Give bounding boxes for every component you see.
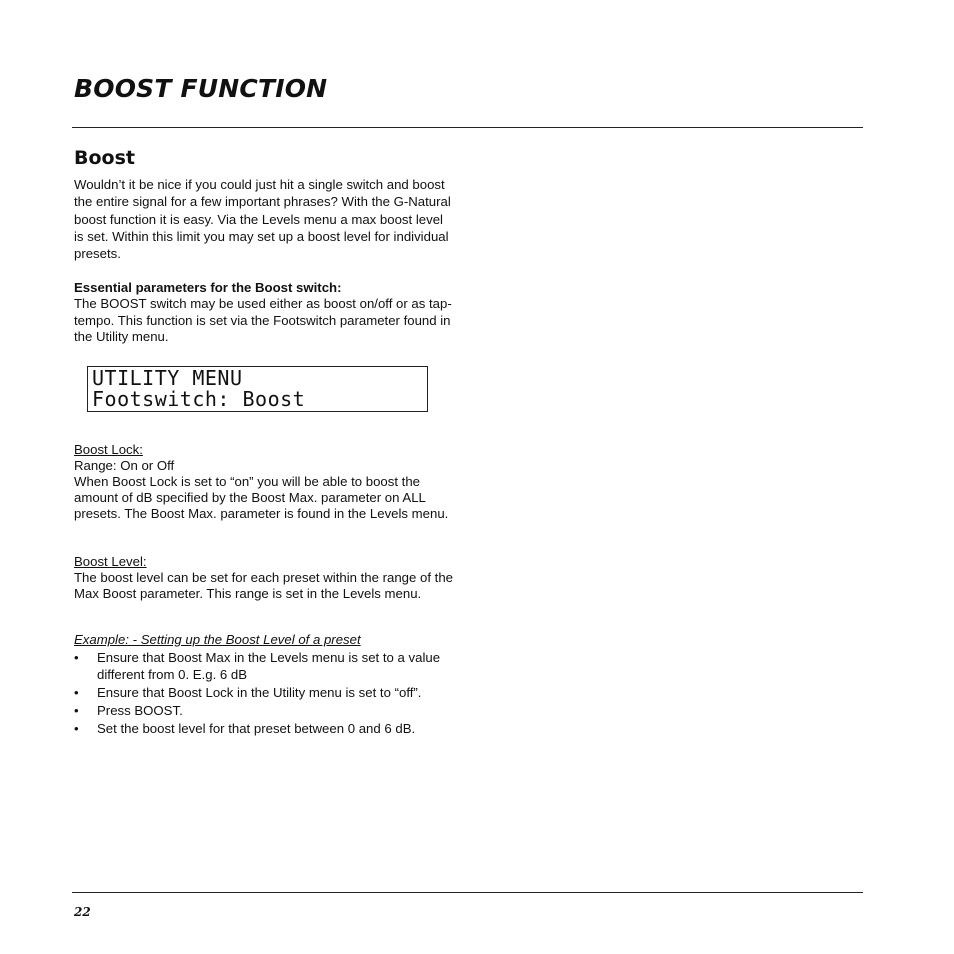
lcd-display <box>87 366 428 412</box>
lcd-line-2: Footswitch: Boost <box>92 387 306 411</box>
param-boost-lock-text: When Boost Lock is set to “on” you will be able to boost the amount of dB specified by the Boost Max. parameter on ALL presets. The Boost Max. parameter is found in the Levels menu. <box>74 474 449 521</box>
list-item <box>74 720 454 737</box>
example-steps <box>74 649 454 738</box>
step-text: Ensure that Boost Max in the Levels menu is set to a value different from 0. E.g. 6 dB <box>97 650 441 682</box>
bullet-icon: • <box>74 703 79 718</box>
param-boost-level-name: Boost Level: <box>74 554 147 569</box>
param-boost-level-text: The boost level can be set for each preset within the range of the Max Boost parameter. This range is set in the Levels menu. <box>74 570 454 601</box>
lcd-line-1: UTILITY MENU <box>92 366 243 390</box>
param-boost-lock-name: Boost Lock: <box>74 442 143 457</box>
bullet-icon: • <box>74 685 79 700</box>
page-title: BOOST FUNCTION <box>74 74 328 103</box>
section-heading: Boost <box>74 147 135 169</box>
page-number: 22 <box>74 905 91 919</box>
param-boost-level <box>74 554 454 602</box>
example-title: Example: - Setting up the Boost Level of a preset <box>74 632 361 647</box>
essential-heading: Essential parameters for the Boost switch: <box>74 280 342 295</box>
intro-paragraph: Wouldn’t it be nice if you could just hit a single switch and boost the entire signal for a few important phrases? With the G-Natural boost function it is easy. Via the Levels menu a max boost level is set. Within this limit you may set up a boost level for individual presets. <box>74 177 451 262</box>
step-text: Press BOOST. <box>97 703 183 718</box>
essential-text: The BOOST switch may be used either as boost on/off or as tap-tempo. This function is set via the Footswitch parameter found in the Utility menu. <box>74 296 452 344</box>
param-boost-lock-range: Range: On or Off <box>74 458 175 473</box>
param-boost-lock <box>74 442 454 522</box>
list-item <box>74 684 454 701</box>
step-text: Set the boost level for that preset between 0 and 6 dB. <box>97 721 416 736</box>
header-rule <box>72 127 863 128</box>
essential-parameters <box>74 280 454 345</box>
bullet-icon: • <box>74 650 79 665</box>
footer-rule <box>72 892 863 893</box>
bullet-icon: • <box>74 721 79 736</box>
list-item <box>74 649 454 683</box>
step-text: Ensure that Boost Lock in the Utility menu is set to “off”. <box>97 685 422 700</box>
list-item <box>74 702 454 719</box>
